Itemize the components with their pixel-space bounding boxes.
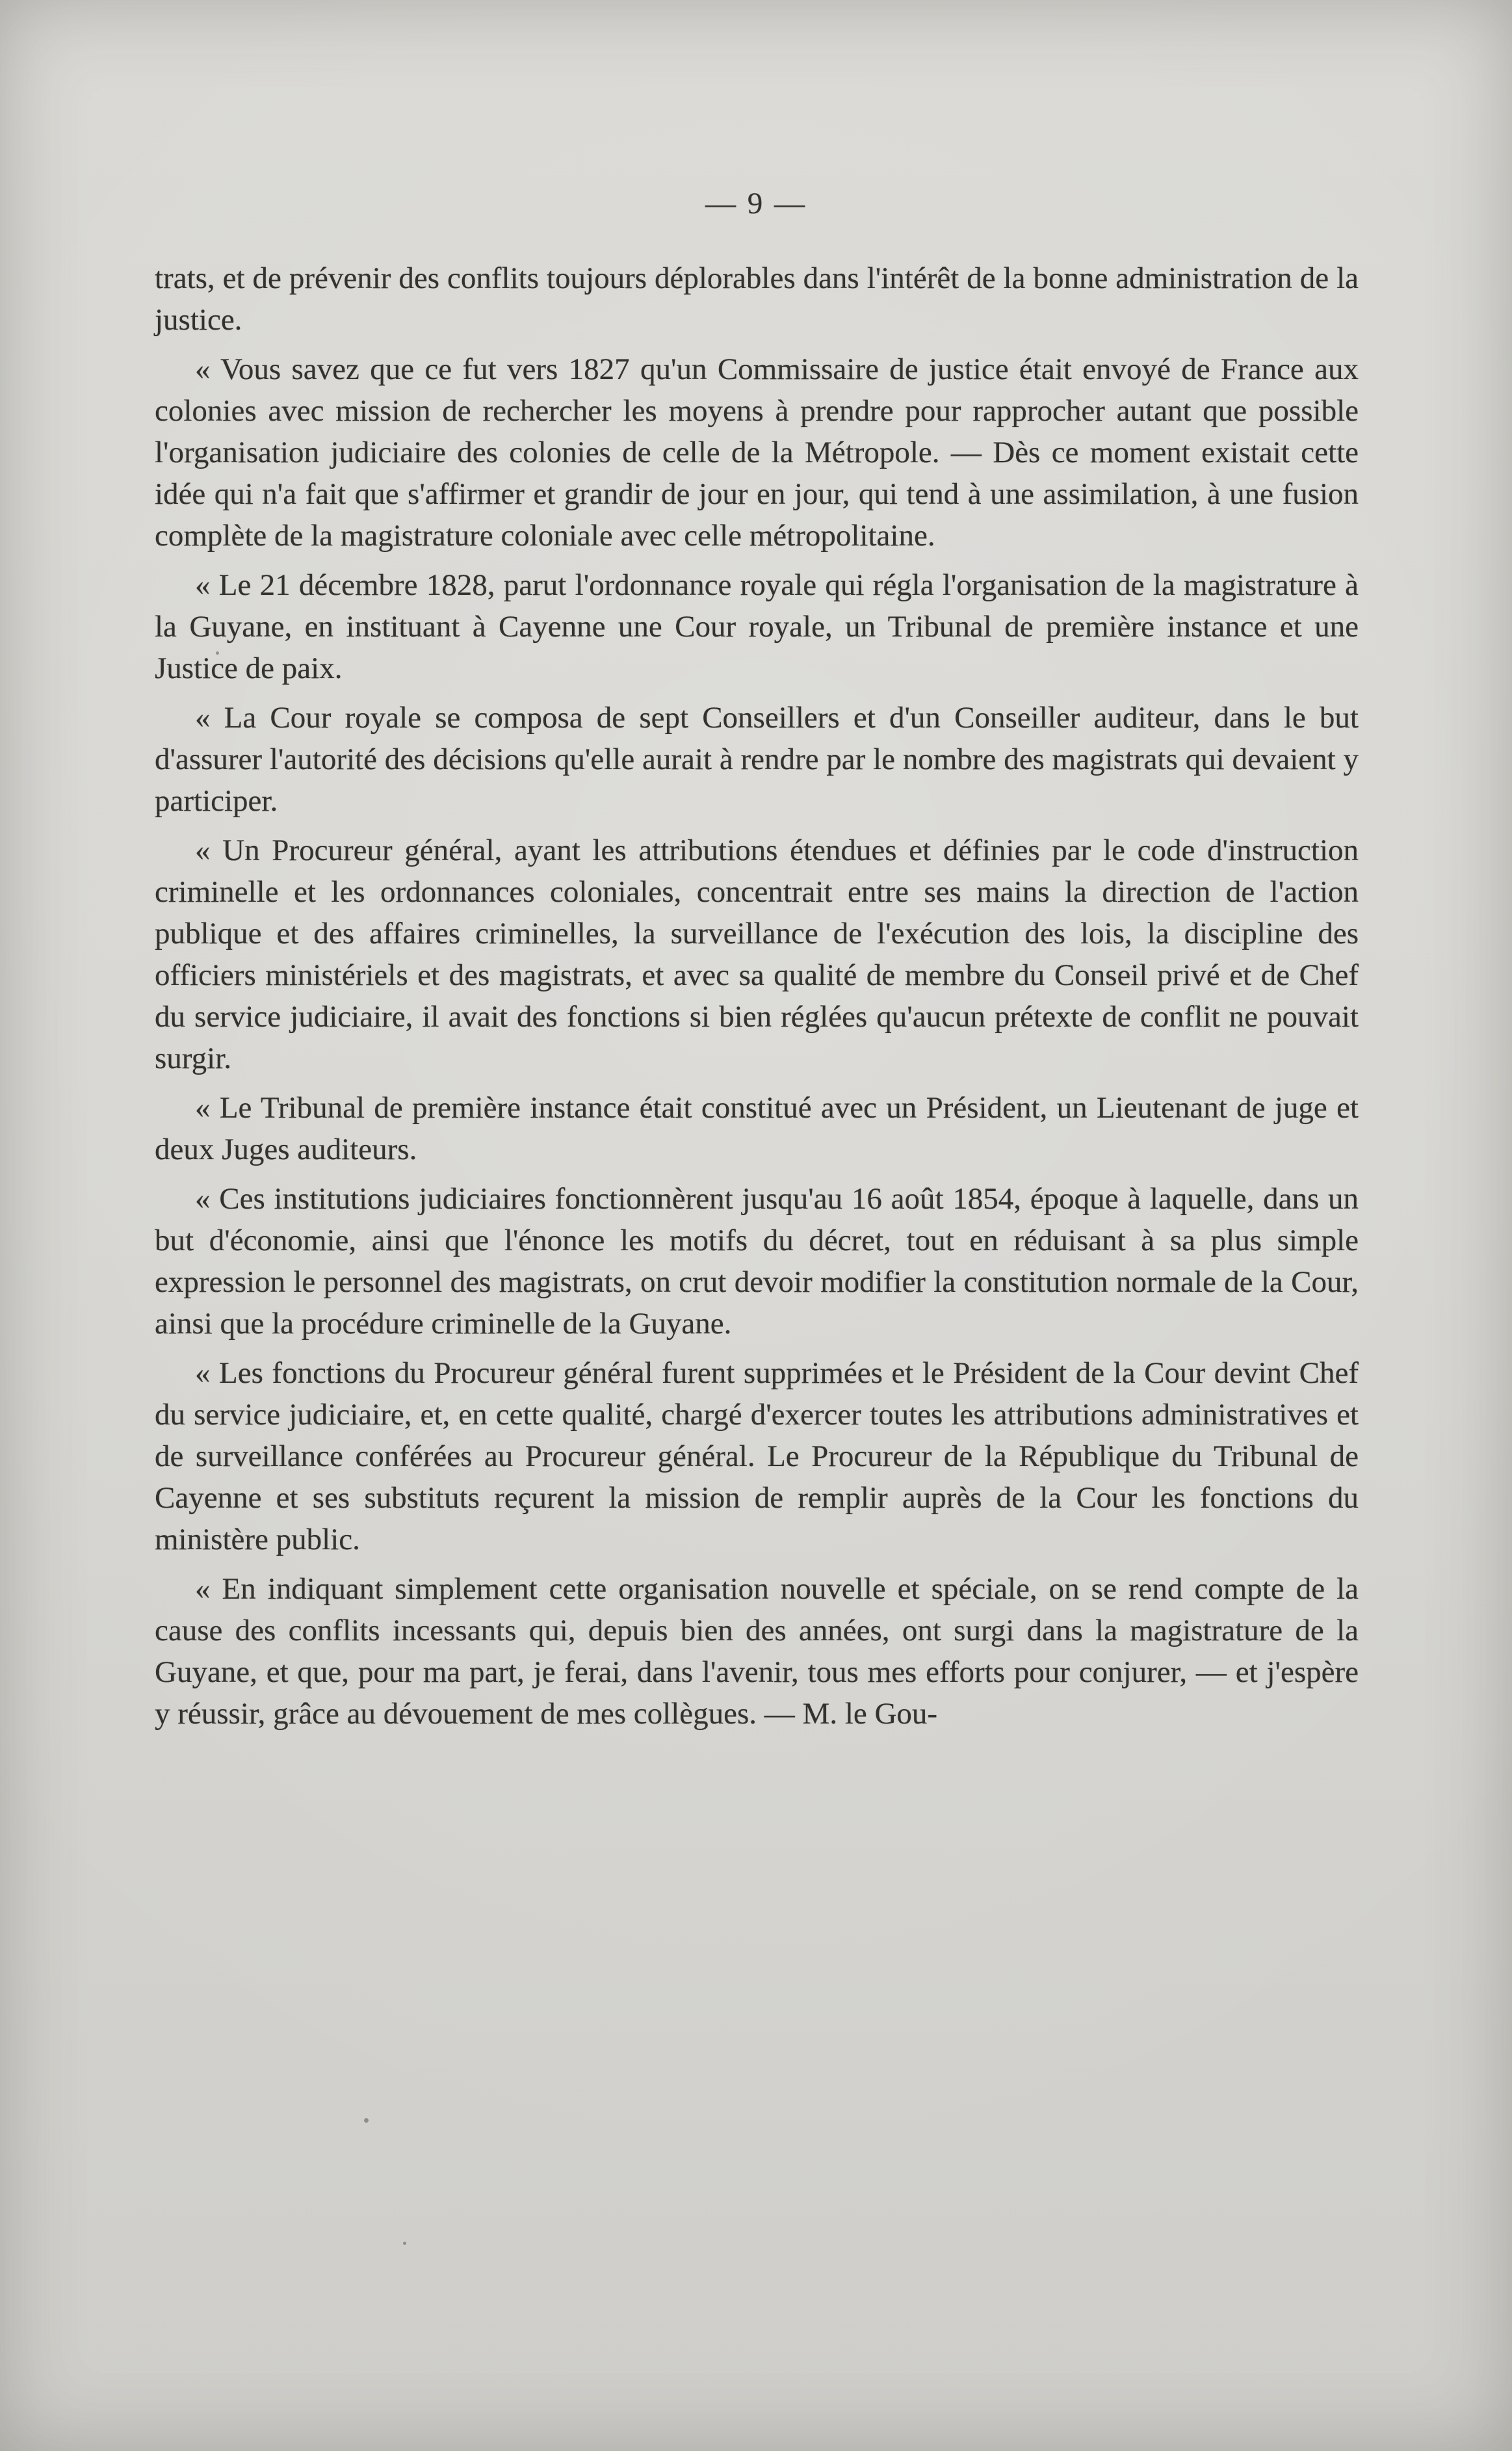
paragraph-institutions-1854: « Ces institutions judiciaires fonctionnèrent jusqu'au 16 août 1854, époque à laquelle, dans un but d'économie, ainsi que l'énonce les motifs du décret, tout en réduisant à sa plus simple expression le personnel des magistrats, on crut devoir modifier la constitution normale de la Cour, ainsi que la procédure criminelle de la Guyane.: [155, 1182, 1359, 1341]
paragraph-tribunal-premiere-instance: « Le Tribunal de première instance était constitué avec un Président, un Lieutenant de juge et deux Juges auditeurs.: [155, 1091, 1359, 1166]
paragraph-continuation: trats, et de prévenir des conflits toujours déplorables dans l'intérêt de la bonne administration de la justice.: [155, 261, 1359, 337]
paper-speck: [216, 651, 219, 655]
page-number: — 9 —: [705, 187, 807, 220]
paragraph-cour-royale: « La Cour royale se composa de sept Conseillers et d'un Conseiller auditeur, dans le but d'assurer l'autorité des décisions qu'elle aurait à rendre par le nombre des magistrats qui devaient y participer.: [155, 701, 1359, 818]
paragraph-commissaire-1827: « Vous savez que ce fut vers 1827 qu'un Commissaire de justice était envoyé de France aux colonies avec mission de rechercher les moyens à prendre pour rapprocher autant que possible l'organisation judiciaire des colonies de celle de la Métropole. — Dès ce moment existait cette idée qui n'a fait que s'affirmer et grandir de jour en jour, qui tend à une assimilation, à une fusion complète de la magistrature coloniale avec celle métropolitaine.: [155, 352, 1359, 553]
paragraph-conclusion: « En indiquant simplement cette organisation nouvelle et spéciale, on se rend compte de la cause des conflits incessants qui, depuis bien des années, ont surgi dans la magistrature de la Guyane, et que, pour ma part, je ferai, dans l'avenir, tous mes efforts pour conjurer, — et j'espère y réussir, grâce au dévouement de mes collègues. — M. le Gou-: [155, 1572, 1359, 1731]
paragraph-fonctions-supprimees: « Les fonctions du Procureur général furent supprimées et le Président de la Cour devint Chef du service judiciaire, et, en cette qualité, chargé d'exercer toutes les attributions administratives et de surveillance conférées au Procureur général. Le Procureur de la République du Tribunal de Cayenne et ses substituts reçurent la mission de remplir auprès de la Cour les fonctions du ministère public.: [155, 1356, 1359, 1556]
paragraph-procureur-general: « Un Procureur général, ayant les attributions étendues et définies par le code d'instruction criminelle et les ordonnances coloniales, concentrait entre ses mains la direction de l'action publique et des affaires criminelles, la surveillance de l'exécution des lois, la discipline des officiers ministériels et des magistrats, et avec sa qualité de membre du Conseil privé et de Chef du service judiciaire, il avait des fonctions si bien réglées qu'aucun prétexte de conflit ne pouvait surgir.: [155, 833, 1359, 1075]
paper-speck: [403, 2242, 406, 2245]
text-block: [155, 257, 1359, 1742]
paragraph-ordonnance-1828: « Le 21 décembre 1828, parut l'ordonnance royale qui régla l'organisation de la magistrature à la Guyane, en instituant à Cayenne une Cour royale, un Tribunal de première instance et une Justice de paix.: [155, 568, 1359, 685]
paper-speck: [364, 2118, 369, 2123]
